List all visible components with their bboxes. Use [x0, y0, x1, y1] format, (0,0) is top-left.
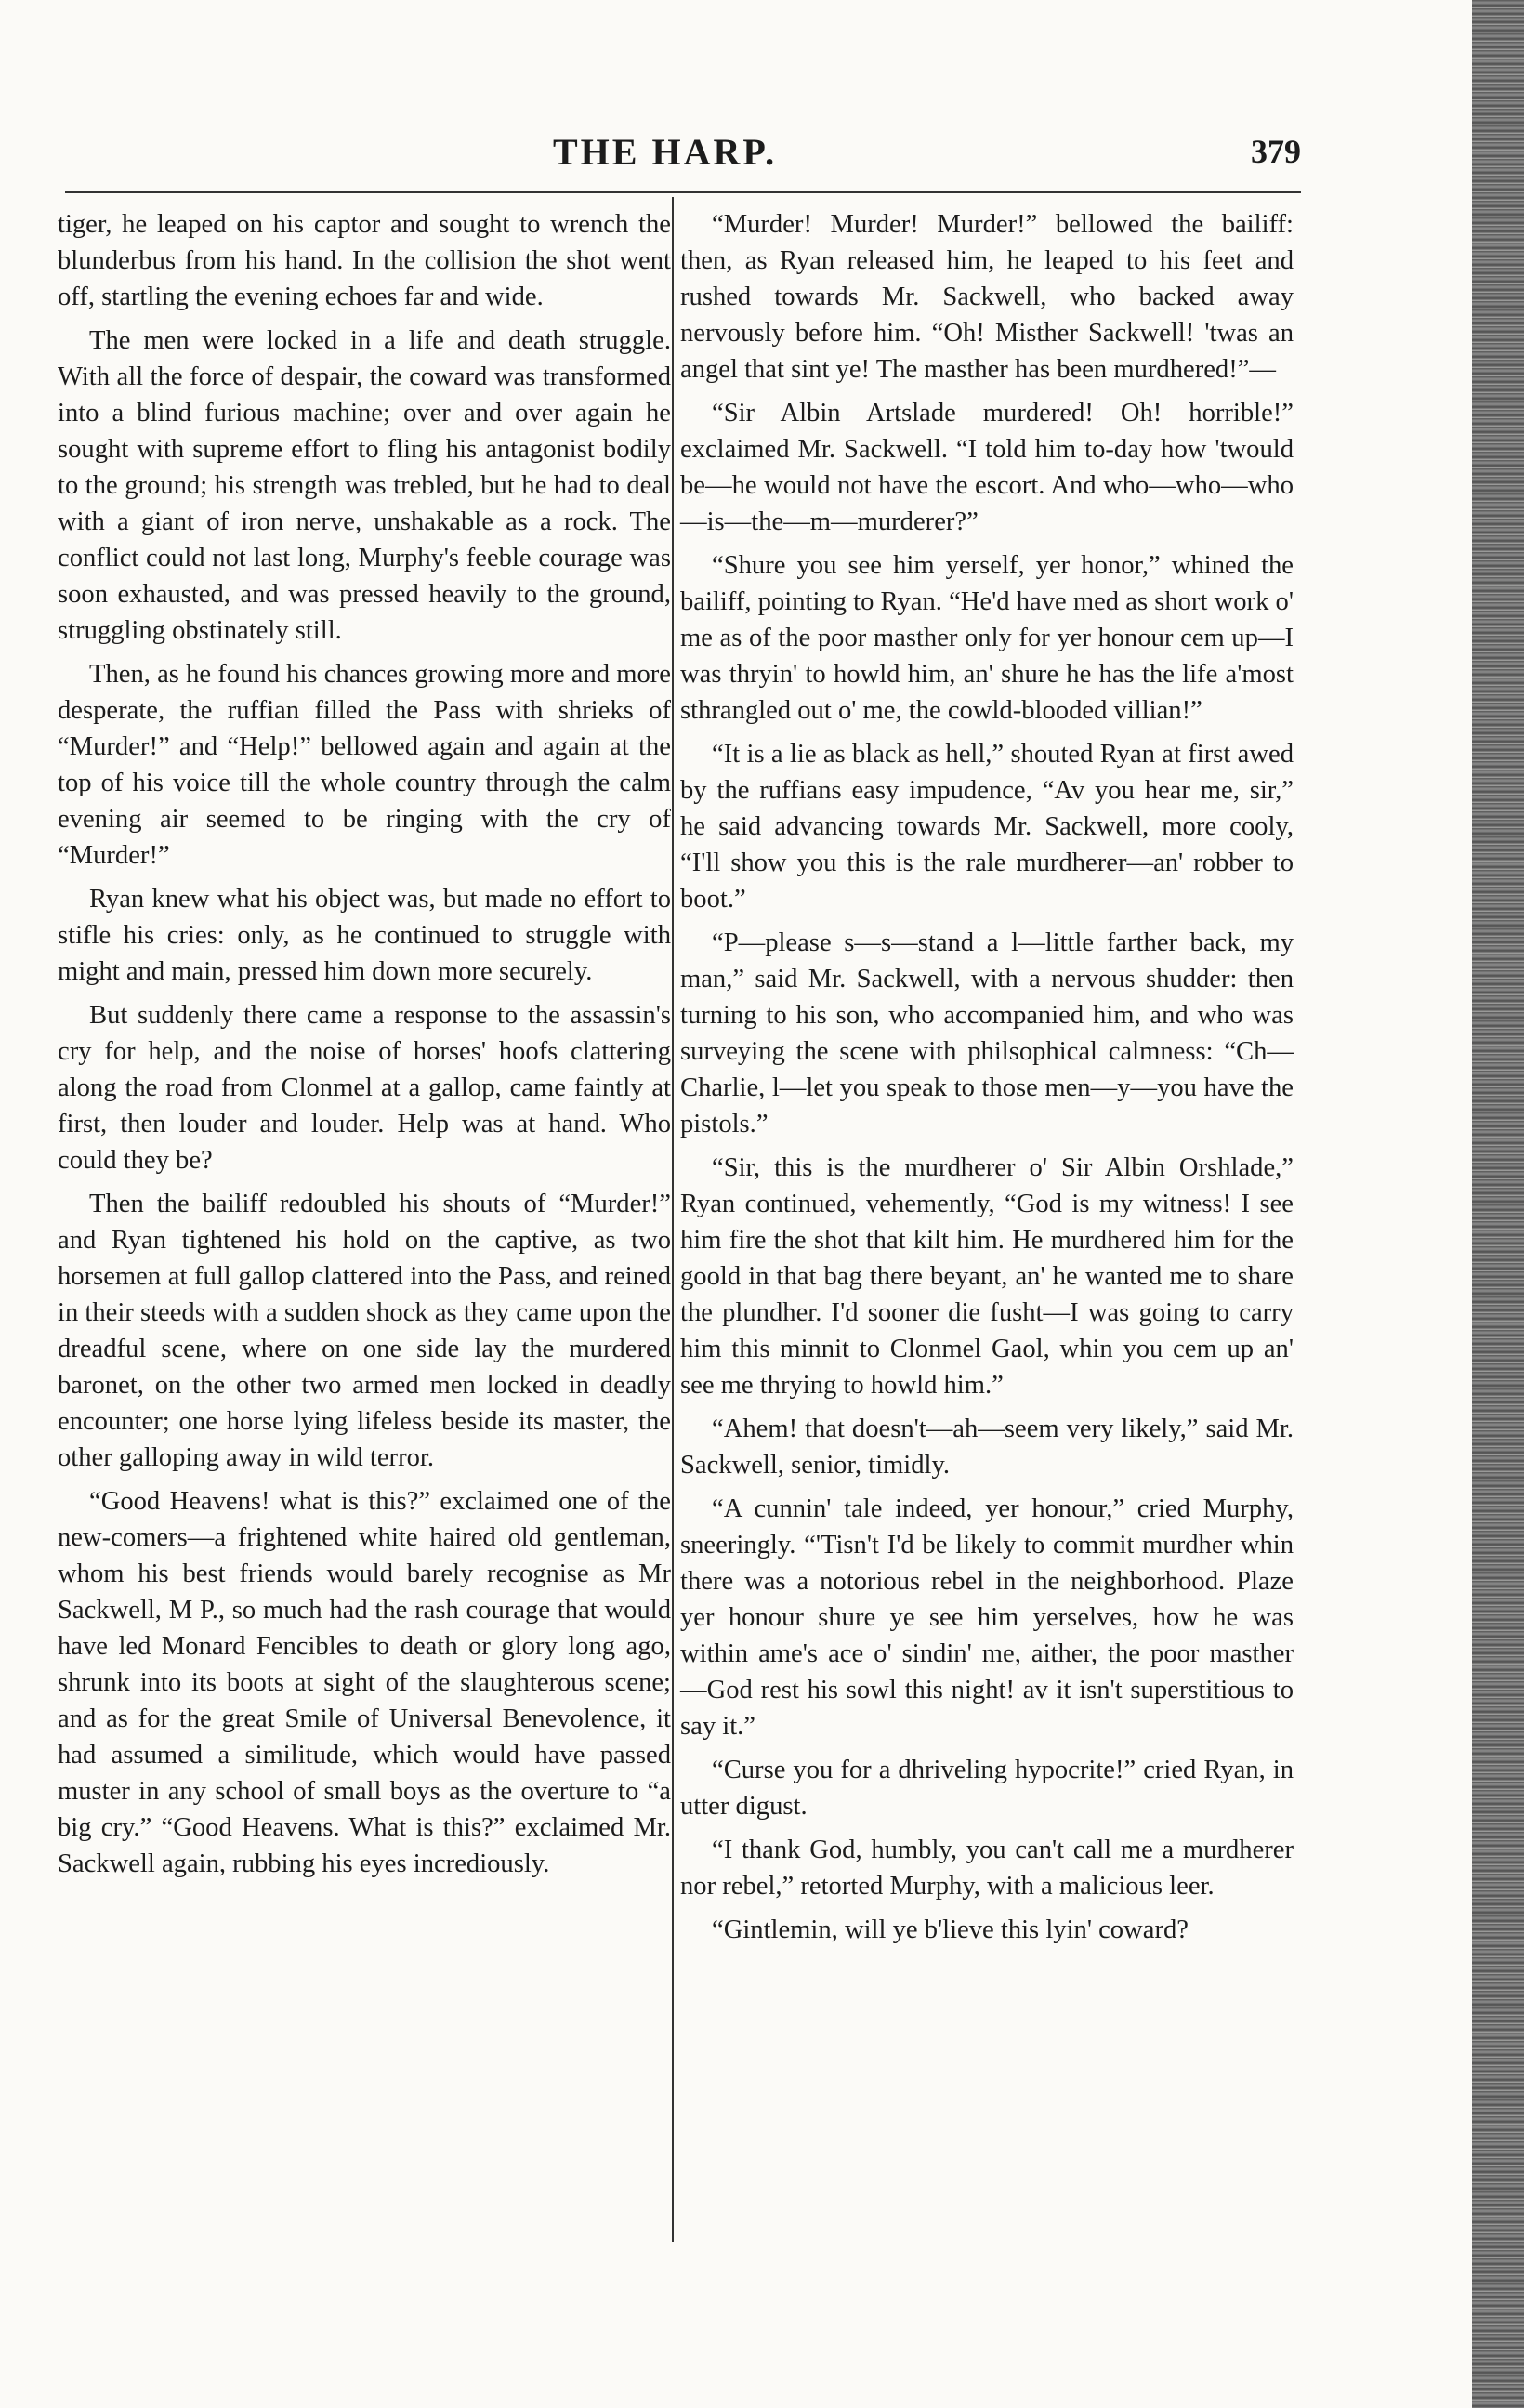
right-column [680, 206, 1294, 1955]
paragraph: “Curse you for a dhriveling hypocrite!” cried Ryan, in utter digust. [680, 1756, 1294, 1821]
page-header [65, 130, 1301, 186]
paragraph: tiger, he leaped on his captor and sought to wrench the blunderbus from his hand. In the collision the shot went off, startling the evening echoes far and wide. [58, 210, 671, 311]
paragraph: “I thank God, humbly, you can't call me a murdherer nor rebel,” retorted Murphy, with a malicious leer. [680, 1836, 1294, 1901]
paragraph: But suddenly there came a response to the assassin's cry for help, and the noise of horses' hoofs clattering along the road from Clonmel at a gallop, came faintly at first, then louder and louder. Help was at hand. Who could they be? [58, 1001, 671, 1175]
scan-binding-edge [1472, 0, 1524, 2408]
paragraph: “Gintlemin, will ye b'lieve this lyin' coward? [712, 1915, 1189, 1944]
paragraph: Then, as he found his chances growing more and more desperate, the ruffian filled the Pass with shrieks of “Murder!” and “Help!” bellowed again and again at the top of his voice till the whole country through the calm evening air seemed to be ringing with the cry of “Murder!” [58, 660, 671, 870]
paragraph: “Shure you see him yerself, yer honor,” whined the bailiff, pointing to Ryan. “He'd have med as short work o' me as of the poor masther only for yer honour cem up—I was thryin' to howld him, an' shure he has the life a'most sthrangled out o' me, the cowld-blooded villian!” [680, 551, 1294, 725]
paragraph: “Sir Albin Artslade murdered! Oh! horrible!” exclaimed Mr. Sackwell. “I told him to-day how 'twould be—he would not have the escort. And who—who—who—is—the—m—murderer?” [680, 399, 1294, 536]
left-column [58, 206, 671, 1889]
paragraph: “Murder! Murder! Murder!” bellowed the bailiff: then, as Ryan released him, he leaped to his feet and rushed towards Mr. Sackwell, who backed away nervously before him. “Oh! Misther Sackwell! 'twas an angel that sint ye! The masther has been murdhered!”— [680, 210, 1294, 384]
header-rule [65, 191, 1301, 193]
paragraph: “P—please s—s—stand a l—little farther back, my man,” said Mr. Sackwell, with a nervous shudder: then turning to his son, who accompanied him, and who was surveying the scene with philsophical calmness: “Ch—Charlie, l—let you speak to those men—y—you have the pistols.” [680, 928, 1294, 1138]
paragraph: “It is a lie as black as hell,” shouted Ryan at first awed by the ruffians easy impudence, “Av you hear me, sir,” he said advancing towards Mr. Sackwell, more cooly, “I'll show you this is the rale murdherer—an' robber to boot.” [680, 740, 1294, 914]
paragraph: “Ahem! that doesn't—ah—seem very likely,” said Mr. Sackwell, senior, timidly. [680, 1415, 1294, 1480]
paragraph: “Sir, this is the murdherer o' Sir Albin Orshlade,” Ryan continued, vehemently, “God is my witness! I see him fire the shot that kilt him. He murdhered him for the goold in that bag there beyant, an' he wanted me to share the plundher. I'd sooner die fusht—I was going to carry him this minnit to Clonmel Gaol, whin you cem up an' see me thrying to howld him.” [680, 1153, 1294, 1400]
column-divider [672, 197, 674, 2242]
page-number: 379 [1251, 133, 1301, 170]
paragraph: Then the bailiff redoubled his shouts of “Murder!” and Ryan tightened his hold on the captive, as two horsemen at full gallop clattered into the Pass, and reined in their steeds with a sudden shock as they came upon the dreadful scene, where on one side lay the murdered baronet, on the other two armed men locked in deadly encounter; one horse lying lifeless beside its master, the other galloping away in wild terror. [58, 1190, 671, 1472]
publication-title: THE HARP. [553, 131, 778, 173]
paragraph: The men were locked in a life and death struggle. With all the force of despair, the coward was transformed into a blind furious machine; over and over again he sought with supreme effort to fling his antagonist bodily to the ground; his strength was trebled, but he had to deal with a giant of iron nerve, unshakable as a rock. The conflict could not last long, Murphy's feeble courage was soon exhausted, and was pressed heavily to the ground, struggling obstinately still. [58, 326, 671, 645]
paragraph: Ryan knew what his object was, but made no effort to stifle his cries: only, as he continued to struggle with might and main, pressed him down more securely. [58, 885, 671, 986]
paragraph: “A cunnin' tale indeed, yer honour,” cried Murphy, sneeringly. “'Tisn't I'd be likely to commit murdher whin there was a notorious rebel in the neighborhood. Plaze yer honour shure ye see him yerselves, how he was within ame's ace o' sindin' me, aither, the poor masther —God rest his sowl this night! av it isn't superstitious to say it.” [680, 1494, 1294, 1741]
paragraph: “Good Heavens! what is this?” exclaimed one of the new-comers—a frightened white haired old gentleman, whom his best friends would barely recognise as Mr Sackwell, M P., so much had the rash courage that would have led Monard Fencibles to death or glory long ago, shrunk into its boots at sight of the slaughterous scene; and as for the great Smile of Universal Benevolence, it had assumed a similitude, which would have passed muster in any school of small boys as the overture to “a big cry.” “Good Heavens. What is this?” exclaimed Mr. Sackwell again, rubbing his eyes incrediously. [58, 1487, 671, 1878]
